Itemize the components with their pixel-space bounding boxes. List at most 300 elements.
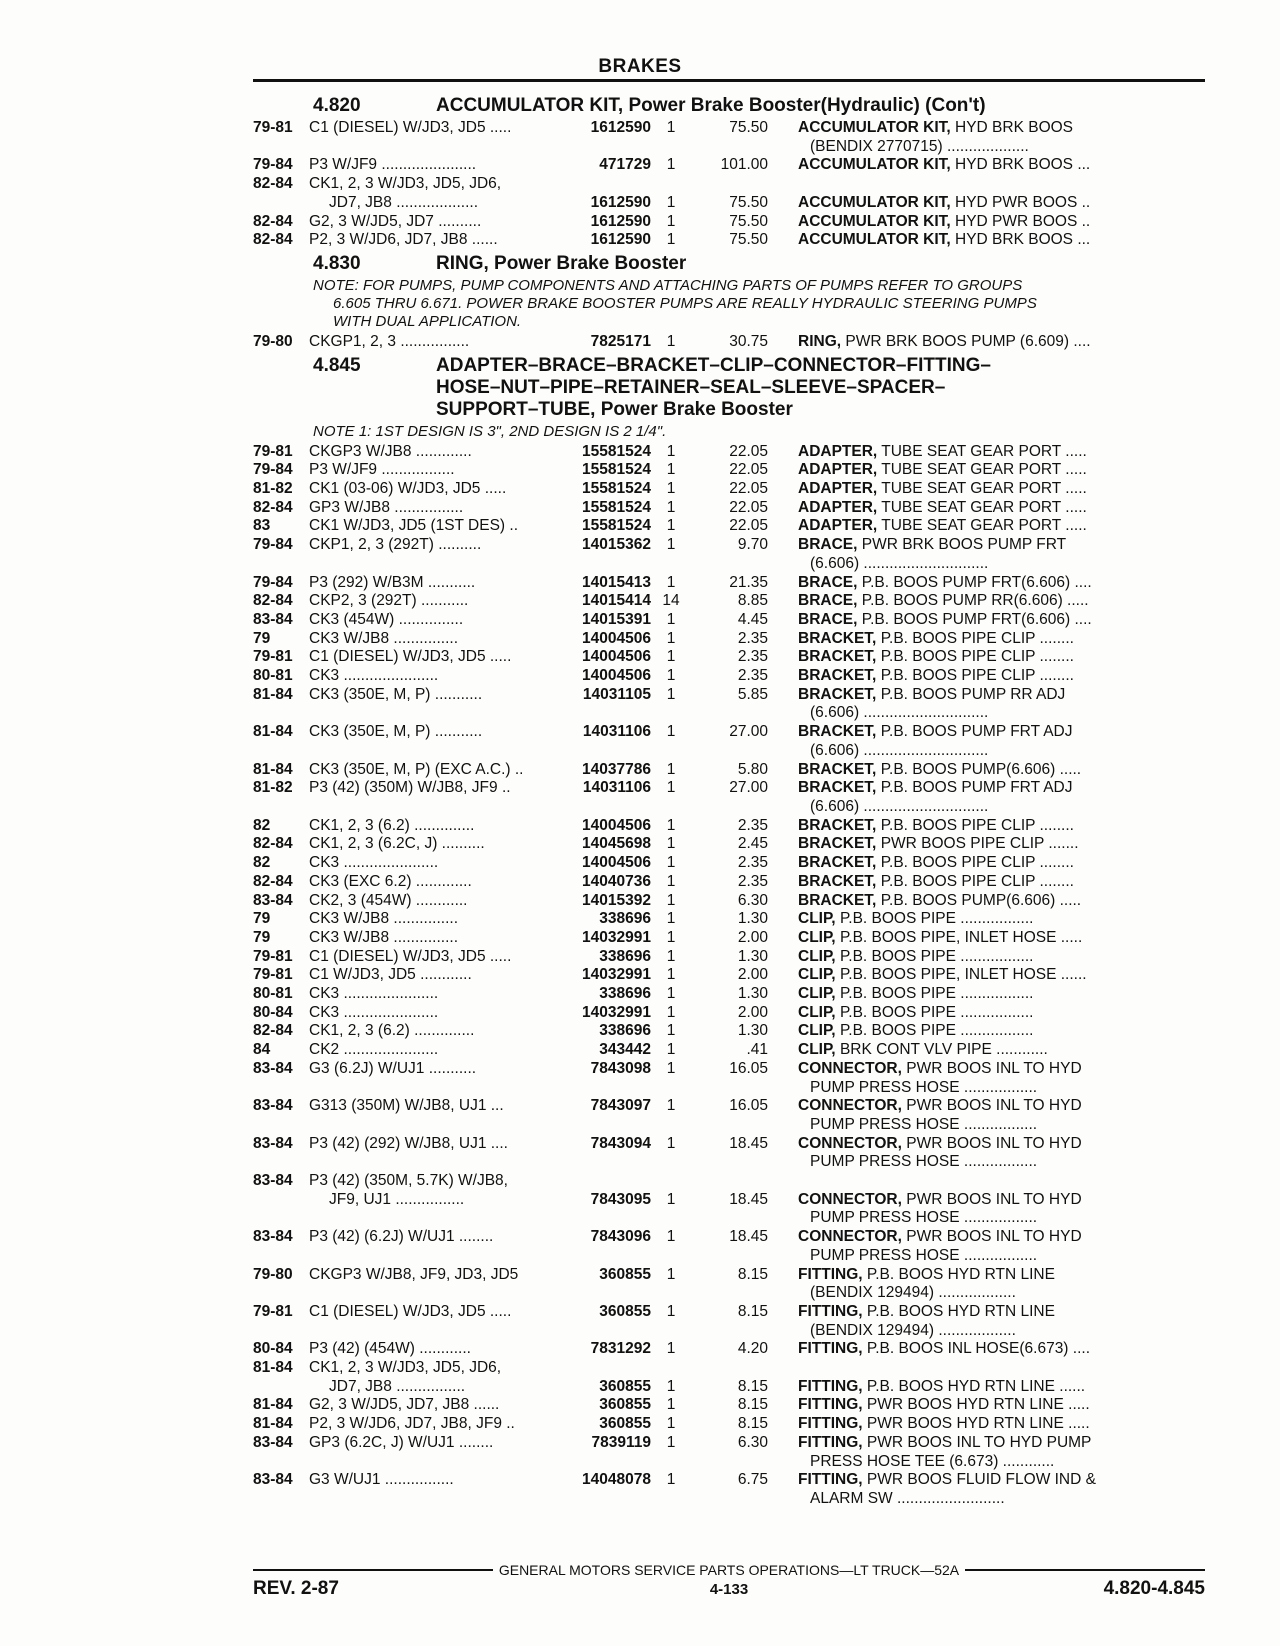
year-range: 81-84 — [253, 760, 293, 778]
application — [309, 1266, 571, 1303]
year-range: 81-84 — [253, 1359, 293, 1377]
description — [768, 1135, 1205, 1172]
year-range: 79 — [253, 910, 271, 928]
description — [768, 761, 1205, 780]
description-line: P.B. BOOS PUMP RR ADJ — [880, 685, 1066, 703]
year-range: 82-84 — [253, 498, 293, 516]
quantity: 1 — [666, 1340, 676, 1358]
price: 22.05 — [729, 442, 768, 460]
description-line: HYD PWR BOOS .. — [955, 193, 1091, 211]
quantity: 1 — [666, 1134, 676, 1152]
section-title — [436, 355, 1205, 421]
application-line: CKP2, 3 (292T) ........... — [309, 592, 469, 610]
description-line: P.B. BOOS PIPE, INLET HOSE ...... — [839, 966, 1087, 984]
part-number: 7843095 — [590, 1190, 651, 1208]
description — [768, 1172, 1205, 1228]
description — [768, 1303, 1205, 1340]
application — [309, 1340, 571, 1359]
application-line: CK3 W/JB8 ............... — [309, 910, 459, 928]
year-range: 81-82 — [253, 779, 293, 797]
price: 22.05 — [729, 517, 768, 535]
quantity: 1 — [666, 1265, 676, 1283]
application — [309, 1434, 571, 1471]
description-name: FITTING, — [798, 1377, 863, 1395]
description-name: ADAPTER, — [798, 461, 878, 479]
application — [309, 517, 571, 536]
parts-row — [253, 630, 1205, 649]
description-name: BRACKET, — [798, 779, 877, 797]
parts-row — [253, 480, 1205, 499]
price: 75.50 — [729, 231, 768, 249]
description-name: CLIP, — [798, 910, 836, 928]
section-header — [253, 95, 1205, 117]
description — [768, 611, 1205, 630]
description-line: P.B. BOOS PUMP RR(6.606) ..... — [861, 592, 1089, 610]
description-line: P.B. BOOS PIPE CLIP ........ — [880, 854, 1074, 872]
application — [309, 667, 571, 686]
quantity: 1 — [666, 910, 676, 928]
application-line: CK3 (454W) ............... — [309, 610, 464, 628]
year-range: 79-84 — [253, 156, 293, 174]
description-name: BRACKET, — [798, 667, 877, 685]
description — [768, 892, 1205, 911]
part-number: 14048078 — [582, 1471, 651, 1489]
description — [768, 574, 1205, 593]
part-number: 338696 — [599, 947, 651, 965]
part-number: 14015391 — [582, 610, 651, 628]
application — [309, 966, 571, 985]
parts-row — [253, 592, 1205, 611]
description-line: P.B. BOOS PUMP FRT(6.606) .... — [861, 573, 1092, 591]
parts-row — [253, 686, 1205, 723]
description — [768, 156, 1205, 175]
description-line: P.B. BOOS PIPE CLIP ........ — [880, 667, 1074, 685]
part-number: 7843096 — [590, 1228, 651, 1246]
application-line: CK1 W/JD3, JD5 (1ST DES) .. — [309, 517, 519, 535]
section-header — [253, 253, 1205, 275]
section-title-line: HOSE–NUT–PIPE–RETAINER–SEAL–SLEEVE–SPACER– — [436, 376, 946, 398]
section-range: 4.820-4.845 — [1103, 1578, 1205, 1599]
description — [768, 443, 1205, 462]
application-line: CK1, 2, 3 (6.2C, J) .......... — [309, 835, 485, 853]
description-name: CONNECTOR, — [798, 1228, 902, 1246]
year-range: 83-84 — [253, 1471, 293, 1489]
application-line: CK3 ...................... — [309, 854, 439, 872]
description-name: FITTING, — [798, 1471, 863, 1489]
description — [768, 1340, 1205, 1359]
application — [309, 948, 571, 967]
description — [768, 517, 1205, 536]
section-title-line: ADAPTER–BRACE–BRACKET–CLIP–CONNECTOR–FITTING– — [436, 354, 991, 376]
application — [309, 648, 571, 667]
part-number: 14032991 — [582, 966, 651, 984]
description-line: P.B. BOOS PIPE CLIP ........ — [880, 872, 1074, 890]
application — [309, 892, 571, 911]
description-line: P.B. BOOS PUMP(6.606) ..... — [880, 760, 1082, 778]
description-line: P.B. BOOS PIPE ................. — [839, 910, 1034, 928]
parts-row — [253, 1434, 1205, 1471]
description — [768, 835, 1205, 854]
parts-row — [253, 910, 1205, 929]
parts-row — [253, 1060, 1205, 1097]
year-range: 79-81 — [253, 119, 293, 136]
parts-row — [253, 835, 1205, 854]
description-line: HYD PWR BOOS .. — [955, 212, 1091, 230]
description — [768, 119, 1205, 156]
quantity: 1 — [666, 816, 676, 834]
parts-row — [253, 213, 1205, 232]
description — [768, 333, 1205, 352]
description-name: BRACKET, — [798, 891, 877, 909]
application-line: CK1, 2, 3 W/JD3, JD5, JD6, — [309, 1359, 502, 1377]
parts-row — [253, 648, 1205, 667]
year-range: 81-84 — [253, 1415, 293, 1433]
price: 8.15 — [737, 1415, 768, 1433]
description-name: BRACKET, — [798, 854, 877, 872]
description — [768, 910, 1205, 929]
part-number: 14031105 — [582, 685, 651, 703]
application — [309, 574, 571, 593]
description-line: P.B. BOOS PIPE ................. — [839, 985, 1034, 1003]
year-range: 79 — [253, 629, 271, 647]
description-name: BRACKET, — [798, 872, 877, 890]
note-line: NOTE 1: 1ST DESIGN IS 3", 2ND DESIGN IS 2 1/4". — [313, 422, 667, 440]
parts-row — [253, 817, 1205, 836]
parts-row — [253, 231, 1205, 250]
application — [309, 1396, 571, 1415]
application-line: P3 (42) (350M) W/JB8, JF9 .. — [309, 779, 511, 797]
footer-line — [253, 1562, 1205, 1578]
year-range: 82 — [253, 854, 271, 872]
description-line: PWR BOOS INL TO HYD — [906, 1059, 1082, 1077]
application — [309, 910, 571, 929]
price: 2.00 — [737, 1003, 768, 1021]
application — [309, 1060, 571, 1097]
price: 21.35 — [729, 573, 768, 591]
price: 30.75 — [729, 332, 768, 350]
description-line: PWR BRK BOOS PUMP FRT — [861, 536, 1067, 554]
parts-row — [253, 1097, 1205, 1134]
part-number: 14004506 — [582, 667, 651, 685]
year-range: 82-84 — [253, 835, 293, 853]
description-name: BRACKET, — [798, 760, 877, 778]
quantity: 1 — [666, 1377, 676, 1395]
application-line: C1 W/JD3, JD5 ............ — [309, 966, 472, 984]
description-name: BRACKET, — [798, 629, 877, 647]
description-name: BRACE, — [798, 573, 858, 591]
description — [768, 648, 1205, 667]
description-name: ACCUMULATOR KIT, — [798, 156, 951, 174]
price: 4.45 — [737, 610, 768, 628]
parts-row — [253, 156, 1205, 175]
year-range: 80-81 — [253, 985, 293, 1003]
description-line: BRK CONT VLV PIPE ............ — [839, 1041, 1048, 1059]
parts-catalog-content — [253, 92, 1205, 1509]
year-range: 83-84 — [253, 1172, 293, 1190]
application-line: C1 (DIESEL) W/JD3, JD5 ..... — [309, 648, 512, 666]
part-number: 15581524 — [582, 461, 651, 479]
year-range: 82-84 — [253, 212, 293, 230]
application-line: CK1, 2, 3 W/JD3, JD5, JD6, — [309, 175, 502, 193]
section-note — [253, 277, 1205, 331]
description — [768, 592, 1205, 611]
application — [309, 1004, 571, 1023]
application-line: GP3 (6.2C, J) W/UJ1 ........ — [309, 1433, 494, 1451]
part-number: 360855 — [599, 1302, 651, 1320]
description-name: CONNECTOR, — [798, 1059, 902, 1077]
quantity: 1 — [666, 480, 676, 498]
description-name: BRACE, — [798, 610, 858, 628]
parts-row — [253, 1303, 1205, 1340]
parts-row — [253, 1041, 1205, 1060]
price: 75.50 — [729, 212, 768, 230]
application — [309, 835, 571, 854]
parts-row — [253, 1415, 1205, 1434]
description-line: PWR BOOS HYD RTN LINE ..... — [866, 1415, 1090, 1433]
application — [309, 985, 571, 1004]
part-number: 360855 — [599, 1415, 651, 1433]
section-note — [253, 423, 1205, 441]
parts-row — [253, 1396, 1205, 1415]
description-line: (6.606) ............................. — [810, 797, 989, 815]
price: 101.00 — [720, 156, 768, 174]
year-range: 83 — [253, 517, 271, 535]
quantity: 1 — [666, 1415, 676, 1433]
application — [309, 1041, 571, 1060]
price: 8.15 — [737, 1377, 768, 1395]
part-number: 14032991 — [582, 1003, 651, 1021]
year-range: 79-81 — [253, 648, 293, 666]
description-line: PUMP PRESS HOSE ................. — [810, 1153, 1038, 1171]
parts-row — [253, 119, 1205, 156]
price: 8.15 — [737, 1302, 768, 1320]
application-line: C1 (DIESEL) W/JD3, JD5 ..... — [309, 947, 512, 965]
part-number: 14004506 — [582, 648, 651, 666]
section-number: 4.845 — [313, 354, 361, 376]
price: 2.35 — [737, 816, 768, 834]
description — [768, 817, 1205, 836]
quantity: 1 — [666, 779, 676, 797]
application-line: P3 W/JF9 ...................... — [309, 156, 477, 174]
application — [309, 1359, 571, 1396]
description-line: P.B. BOOS INL HOSE(6.673) .... — [866, 1340, 1091, 1358]
application — [309, 536, 571, 573]
parts-row — [253, 611, 1205, 630]
quantity: 1 — [666, 442, 676, 460]
description-name: FITTING, — [798, 1265, 863, 1283]
description — [768, 929, 1205, 948]
application-line: CKGP1, 2, 3 ................ — [309, 332, 470, 350]
price: 6.30 — [737, 1433, 768, 1451]
application-line: CK3 (EXC 6.2) ............. — [309, 872, 472, 890]
quantity: 1 — [666, 629, 676, 647]
section-number: 4.820 — [313, 95, 361, 116]
price: 1.30 — [737, 1022, 768, 1040]
parts-row — [253, 854, 1205, 873]
parts-row — [253, 966, 1205, 985]
description-name: CLIP, — [798, 1022, 836, 1040]
description-line: P.B. BOOS PIPE CLIP ........ — [880, 816, 1074, 834]
parts-row — [253, 667, 1205, 686]
description — [768, 1041, 1205, 1060]
quantity: 1 — [666, 835, 676, 853]
year-range: 82-84 — [253, 175, 293, 193]
description-name: CLIP, — [798, 928, 836, 946]
description-name: RING, — [798, 332, 842, 350]
price: 5.80 — [737, 760, 768, 778]
price: 2.00 — [737, 928, 768, 946]
description — [768, 630, 1205, 649]
application — [309, 119, 571, 156]
quantity: 1 — [666, 1396, 676, 1414]
part-number: 7843098 — [590, 1059, 651, 1077]
application-line: G3 W/UJ1 ................ — [309, 1471, 454, 1489]
quantity: 1 — [666, 156, 676, 174]
part-number: 338696 — [599, 910, 651, 928]
description-line: PWR BOOS INL TO HYD — [906, 1134, 1082, 1152]
description-line: PWR BOOS INL TO HYD — [906, 1097, 1082, 1115]
price: 4.20 — [737, 1340, 768, 1358]
price: 22.05 — [729, 461, 768, 479]
quantity: 1 — [666, 1097, 676, 1115]
year-range: 83-84 — [253, 610, 293, 628]
application-line: P3 (42) (6.2J) W/UJ1 ........ — [309, 1228, 494, 1246]
application — [309, 461, 571, 480]
page-header: BRAKES — [598, 56, 682, 77]
application — [309, 480, 571, 499]
part-number: 15581524 — [582, 517, 651, 535]
application-line: GP3 W/JB8 ................ — [309, 498, 464, 516]
description-line: P.B. BOOS PUMP FRT ADJ — [880, 723, 1073, 741]
description-name: FITTING, — [798, 1302, 863, 1320]
application — [309, 929, 571, 948]
description — [768, 686, 1205, 723]
quantity: 1 — [666, 1302, 676, 1320]
description-name: ACCUMULATOR KIT, — [798, 231, 951, 249]
parts-row — [253, 892, 1205, 911]
quantity: 1 — [666, 231, 676, 249]
description-line: TUBE SEAT GEAR PORT ..... — [881, 498, 1087, 516]
description-line: TUBE SEAT GEAR PORT ..... — [881, 442, 1087, 460]
parts-row — [253, 948, 1205, 967]
application — [309, 592, 571, 611]
application-line: CK3 ...................... — [309, 985, 439, 1003]
section-title-line: SUPPORT–TUBE, Power Brake Booster — [436, 398, 793, 420]
description-name: ACCUMULATOR KIT, — [798, 193, 951, 211]
description-line: PWR BOOS HYD RTN LINE ..... — [866, 1396, 1090, 1414]
description-name: CLIP, — [798, 1003, 836, 1021]
price: 22.05 — [729, 498, 768, 516]
application — [309, 1303, 571, 1340]
year-range: 83-84 — [253, 1097, 293, 1115]
description-name: BRACKET, — [798, 723, 877, 741]
price: 8.85 — [737, 592, 768, 610]
quantity: 1 — [666, 1022, 676, 1040]
parts-row — [253, 333, 1205, 352]
quantity: 1 — [666, 760, 676, 778]
description-line: PUMP PRESS HOSE ................. — [810, 1115, 1038, 1133]
part-number: 15581524 — [582, 480, 651, 498]
description-line: TUBE SEAT GEAR PORT ..... — [881, 517, 1087, 535]
description-line: P.B. BOOS PIPE, INLET HOSE ..... — [839, 928, 1083, 946]
description — [768, 231, 1205, 250]
application — [309, 686, 571, 723]
revision-label: REV. 2-87 — [253, 1578, 339, 1599]
application — [309, 231, 571, 250]
application — [309, 817, 571, 836]
application — [309, 333, 571, 352]
description-name: ADAPTER, — [798, 498, 878, 516]
parts-row — [253, 1471, 1205, 1508]
description-name: FITTING, — [798, 1340, 863, 1358]
year-range: 79-81 — [253, 1302, 293, 1320]
part-number: 14045698 — [582, 835, 651, 853]
price: 75.50 — [729, 119, 768, 136]
application-line: CK1, 2, 3 (6.2) .............. — [309, 816, 475, 834]
price: 8.15 — [737, 1396, 768, 1414]
quantity: 1 — [666, 193, 676, 211]
part-number: 14004506 — [582, 816, 651, 834]
description-line: P.B. BOOS HYD RTN LINE ...... — [866, 1377, 1086, 1395]
price: 2.35 — [737, 854, 768, 872]
application-line: CKGP3 W/JB8 ............. — [309, 442, 472, 460]
application-line: C1 (DIESEL) W/JD3, JD5 ..... — [309, 119, 512, 136]
description — [768, 1060, 1205, 1097]
description — [768, 1415, 1205, 1434]
application — [309, 873, 571, 892]
application — [309, 1172, 571, 1228]
price: 5.85 — [737, 685, 768, 703]
price: 16.05 — [729, 1097, 768, 1115]
part-number: 360855 — [599, 1377, 651, 1395]
description — [768, 667, 1205, 686]
part-number: 14015392 — [582, 891, 651, 909]
description — [768, 873, 1205, 892]
description — [768, 948, 1205, 967]
price: .41 — [746, 1041, 768, 1059]
footer-rule-left — [253, 1569, 493, 1571]
part-number: 338696 — [599, 1022, 651, 1040]
year-range: 79-81 — [253, 442, 293, 460]
application — [309, 779, 571, 816]
application-line: G2, 3 W/JD5, JD7, JB8 ...... — [309, 1396, 500, 1414]
description-line: PWR BOOS INL TO HYD — [906, 1190, 1082, 1208]
description — [768, 779, 1205, 816]
application — [309, 156, 571, 175]
application — [309, 213, 571, 232]
description — [768, 1228, 1205, 1265]
quantity: 1 — [666, 1059, 676, 1077]
description-line: PWR BOOS PIPE CLIP ....... — [880, 835, 1079, 853]
part-number: 1612590 — [590, 231, 651, 249]
section-title — [436, 95, 1205, 117]
description — [768, 723, 1205, 760]
description-line: PWR BOOS FLUID FLOW IND & — [866, 1471, 1096, 1489]
description-line: (6.606) ............................. — [810, 741, 989, 759]
description-line: P.B. BOOS PIPE ................. — [839, 1022, 1034, 1040]
parts-row — [253, 1359, 1205, 1396]
part-number: 15581524 — [582, 442, 651, 460]
part-number: 338696 — [599, 985, 651, 1003]
part-number: 7843097 — [590, 1097, 651, 1115]
quantity: 1 — [666, 966, 676, 984]
application-line: CK1, 2, 3 (6.2) .............. — [309, 1022, 475, 1040]
description-line: PWR BOOS INL TO HYD PUMP — [866, 1433, 1092, 1451]
year-range: 79-81 — [253, 966, 293, 984]
application-line: CK1 (03-06) W/JD3, JD5 ..... — [309, 480, 507, 498]
price: 2.35 — [737, 629, 768, 647]
price: 6.30 — [737, 891, 768, 909]
